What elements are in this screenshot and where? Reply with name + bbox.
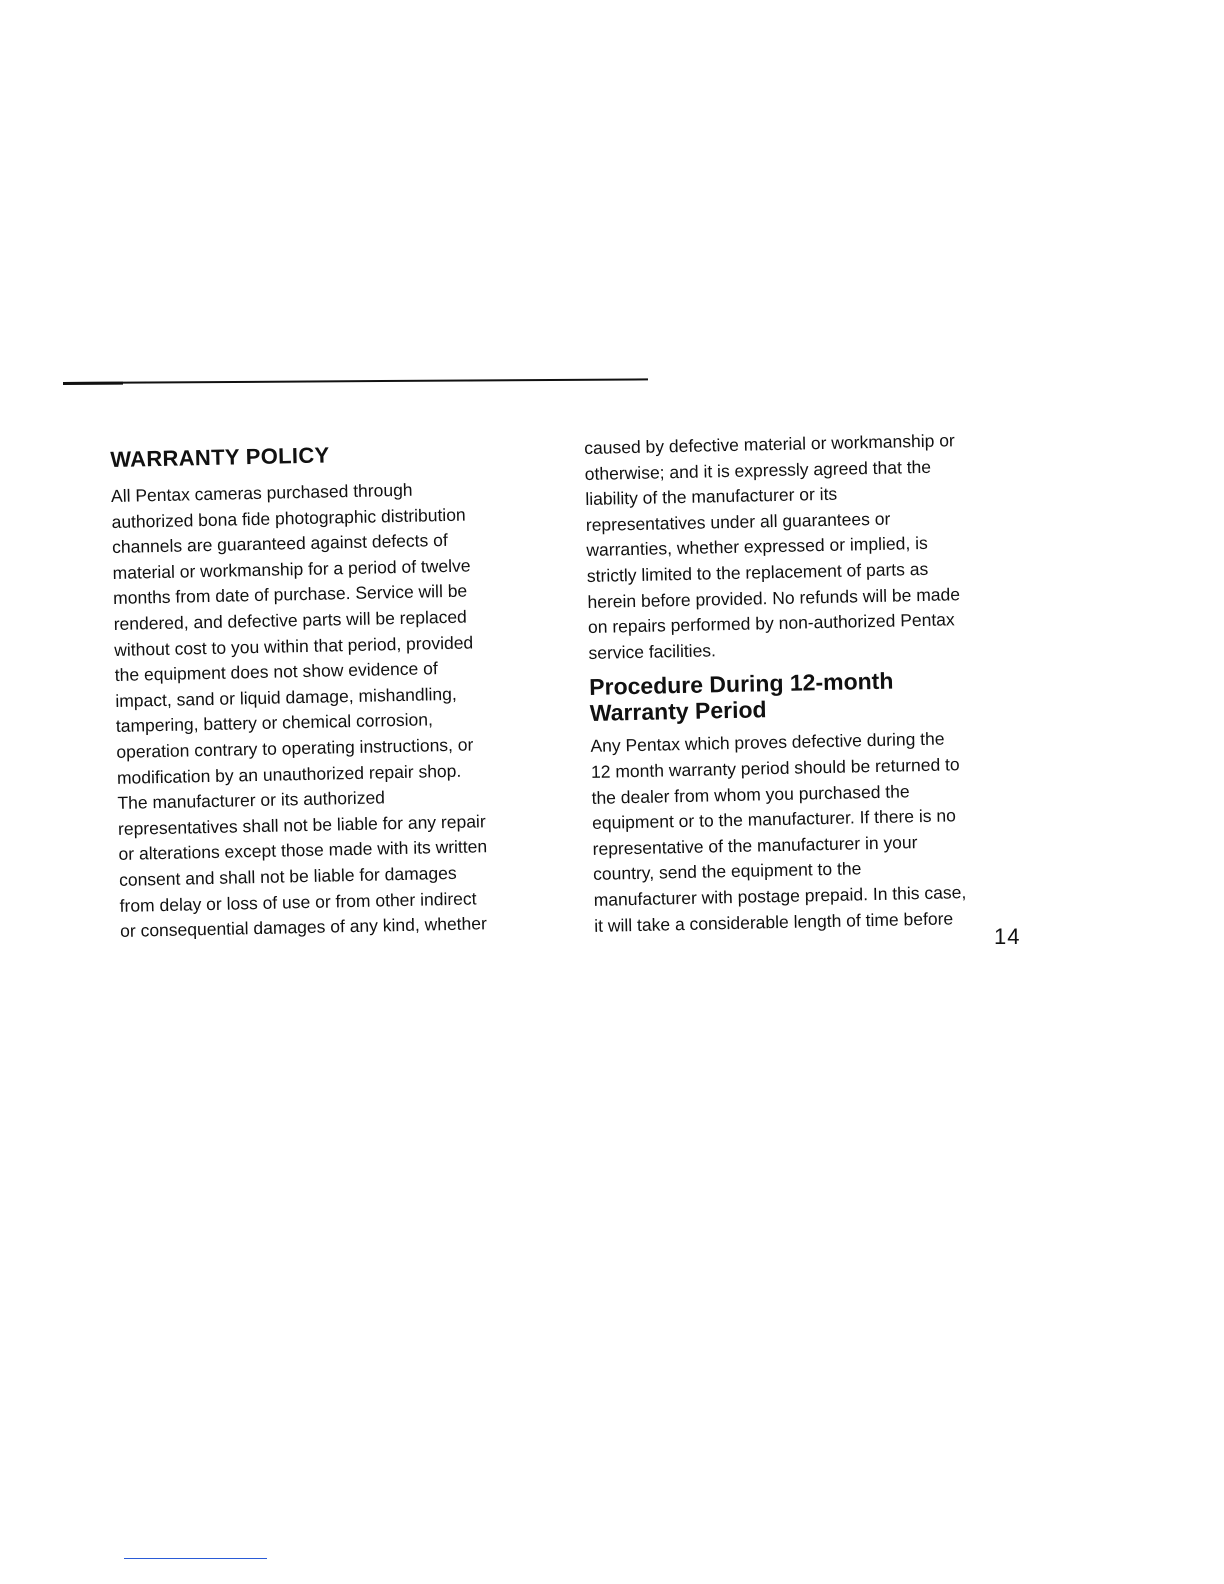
text-line: herein before provided. No refunds will be made [587,583,961,612]
text-line: on repairs performed by non-authorized Pentax [587,609,955,638]
text-line: or consequential damages of any kind, whether [119,913,488,941]
text-line: representatives under all guarantees or [585,508,891,535]
text-line: caused by defective material or workmanship or [584,430,955,458]
text-line: liability of the manufacturer or its [585,483,838,510]
bottom-rule [124,1558,267,1559]
procedure-title [589,665,1040,726]
text-line: 12 month warranty period should be returned to [590,754,960,782]
text-line: tampering, battery or chemical corrosion, [115,709,434,737]
text-line: from delay or loss of use or from other indirect [119,887,477,916]
warranty-policy-continuation [584,427,1039,667]
text-line: operation contrary to operating instructions, or [116,734,474,762]
text-line: The manufacturer or its authorized [117,787,386,814]
text-line: All Pentax cameras purchased through [110,479,413,506]
text-line: service facilities. [588,640,717,663]
text-line: representative of the manufacturer in your [592,831,918,859]
text-line: authorized bona fide photographic distribution [111,504,466,532]
warranty-policy-paragraph [111,475,561,945]
text-line: representatives shall not be liable for any repair [117,810,486,839]
text-line: or alterations except those made with its written [118,836,488,865]
right-column [584,427,1044,939]
text-line: months from date of purchase. Service will be [112,580,468,609]
procedure-title-line: Warranty Period [589,696,767,727]
text-line: the equipment does not show evidence of [114,658,438,686]
warranty-policy-title: WARRANTY POLICY [110,442,330,472]
text-line: without cost to you within that period, provided [114,632,474,660]
text-line: the dealer from whom you purchased the [591,780,910,808]
top-rule [63,378,648,384]
text-line: strictly limited to the replacement of parts as [586,558,929,586]
page-number: 14 [994,924,1021,949]
text-line: Any Pentax which proves defective during the [590,728,945,757]
text-line: equipment or to the manufacturer. If there is no [591,805,957,834]
procedure-paragraph [590,725,1044,939]
left-column [110,437,560,945]
text-line: material or workmanship for a period of twelve [112,555,471,583]
text-line: impact, sand or liquid damage, mishandling, [115,683,457,711]
text-line: it will take a considerable length of time before [594,907,954,936]
text-line: channels are guaranteed against defects of [111,530,448,558]
procedure-title-line: Procedure During 12-month [588,667,894,701]
text-line: modification by an unauthorized repair shop. [116,760,462,788]
text-line: warranties, whether expressed or implied, is [586,533,928,561]
text-line: otherwise; and it is expressly agreed that the [584,456,932,484]
text-line: country, send the equipment to the [592,858,862,885]
text-line: manufacturer with postage prepaid. In this case, [593,882,967,910]
text-line: rendered, and defective parts will be replaced [113,606,467,634]
text-line: consent and shall not be liable for damages [118,862,457,890]
